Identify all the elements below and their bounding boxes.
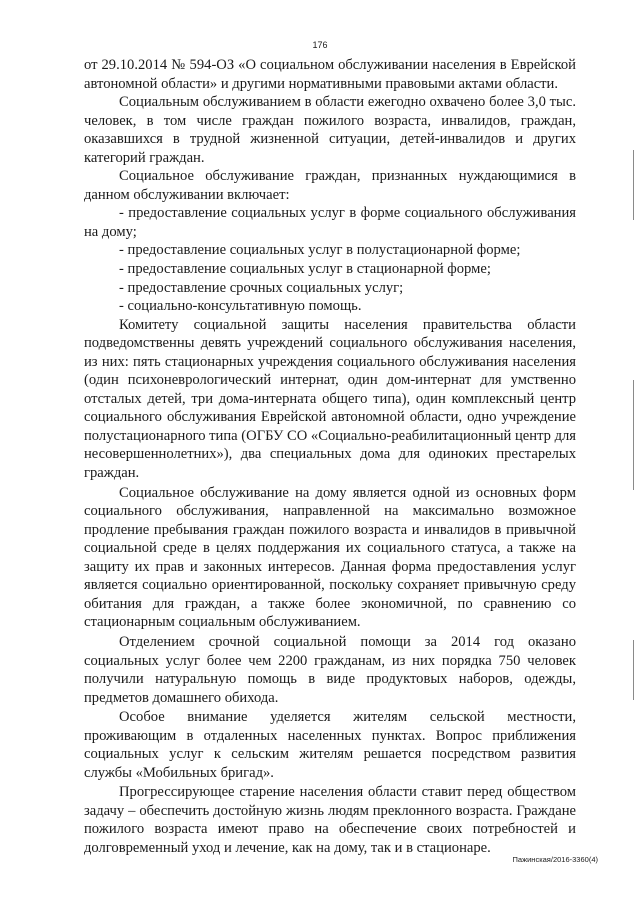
- scan-edge-mark: [633, 380, 634, 490]
- list-item-urgent-services: - предоставление срочных социальных услуг;: [119, 279, 404, 296]
- scan-edge-mark: [633, 640, 634, 700]
- document-body: [84, 56, 576, 858]
- paragraph-institutions: Комитету социальной защиты населения правительства области подведомственны девять учреждений социального обслуживания населения, из них: пять стационарных учреждения социального обслуживания населения (один психоневрологический интернат, один дом-интернат для умственно отсталых детей, три дома-интерната общего типа), один комплексный центр социального обслуживания Еврейской автономной области, одно учреждение полустационарного типа (ОГБУ СО «Социально-реабилитационный центр для несовершеннолетних»), два специальных дома для одиноких престарелых граждан.: [84, 316, 576, 482]
- list-item-stationary: - предоставление социальных услуг в стационарной форме;: [119, 261, 491, 278]
- paragraph-coverage: Социальным обслуживанием в области ежегодно охвачено более 3,0 тыс. человек, в том числе граждан пожилого возраста, инвалидов, граждан, оказавшихся в трудной жизненной ситуации, детей-инвалидов и других категорий граждан.: [84, 94, 576, 166]
- paragraph-services-intro: Социальное обслуживание граждан, признанных нуждающимися в данном обслуживании включает:: [84, 168, 576, 203]
- list-item-semi-stationary: - предоставление социальных услуг в полустационарной форме;: [119, 242, 521, 259]
- list-item-home-services: - предоставление социальных услуг в форме социального обслуживания на дому;: [84, 205, 576, 240]
- paragraph-law-reference: от 29.10.2014 № 594-ОЗ «О социальном обслуживании населения в Еврейской автономной области» и другими нормативными правовыми актами области.: [84, 57, 576, 92]
- paragraph-ageing-population: Прогрессирующее старение населения области ставит перед обществом задачу – обеспечить достойную жизнь людям преклонного возраста. Граждане пожилого возраста имеют право на обеспечение своих потребностей и долговременный уход и лечение, как на дому, так и в стационаре.: [84, 784, 576, 856]
- page-number: 176: [312, 40, 328, 50]
- paragraph-urgent-help-stats: Отделением срочной социальной помощи за 2014 год оказано социальных услуг более чем 2200 гражданам, из них порядка 750 человек получили натуральную помощь в виде продуктовых наборов, одежды, предметов домашнего обихода.: [84, 633, 576, 706]
- footer-document-code: Пажинская/2016-3360(4): [512, 855, 598, 864]
- list-item-consulting-help: - социально-консультативную помощь.: [119, 298, 362, 315]
- paragraph-rural-residents: Особое внимание уделяется жителям сельской местности, проживающим в отдаленных населенных пунктах. Вопрос приближения социальных услуг к сельским жителям решается посредством развития службы «Мобильных бригад».: [84, 709, 576, 781]
- paragraph-home-care: Социальное обслуживание на дому является одной из основных форм социального обслуживания, направленной на максимально возможное продление пребывания граждан пожилого возраста и инвалидов в привычной социальной среде в целях поддержания их социального статуса, а также на защиту их прав и законных интересов. Данная форма предоставления услуг является социально ориентированной, поскольку сохраняет привычную среду обитания для граждан, а также более экономичной, по сравнению со стационарным социальным обслуживанием.: [84, 484, 576, 631]
- scan-edge-mark: [633, 150, 634, 220]
